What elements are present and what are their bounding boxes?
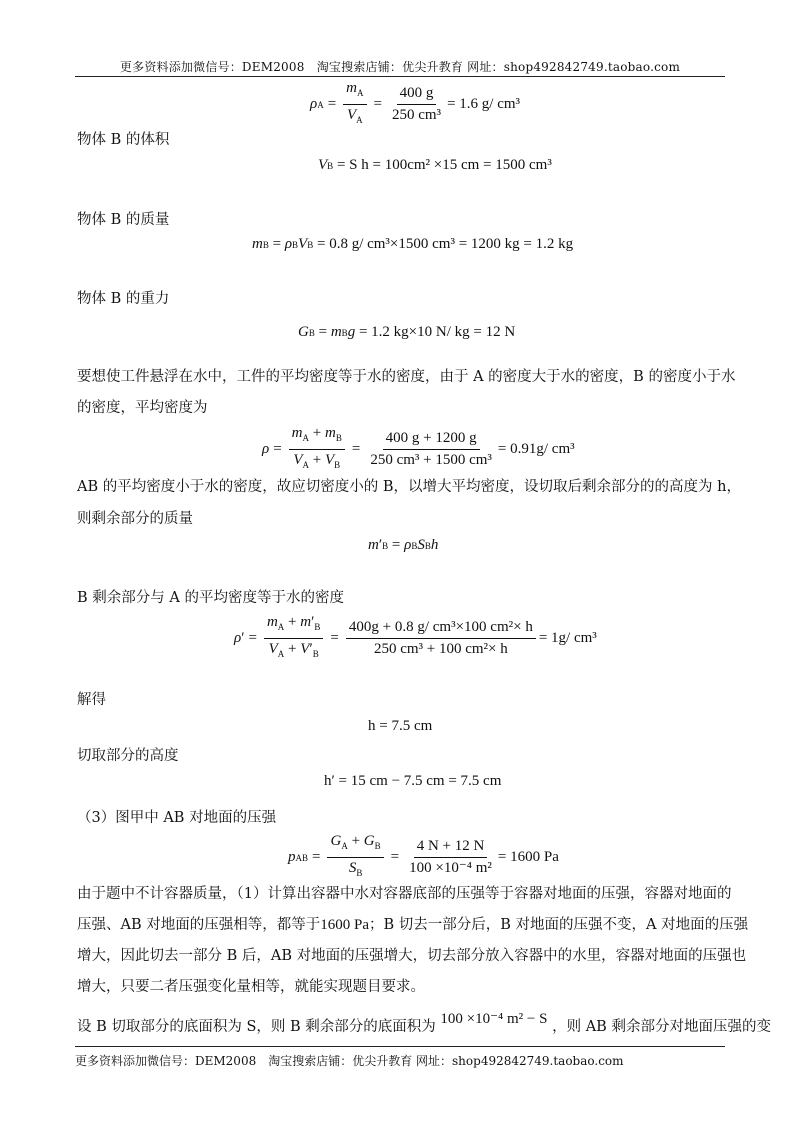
paragraph-area-s: 设 B 切取部分的底面积为 S，则 B 剩余部分的底面积为 100 ×10⁻⁴ m² − S ，则 AB 剩余部分对地面压强的变 [77, 1011, 771, 1035]
equation-average-density: ρ = $\frac{m_A + m_B}{V_A + V_B}$ = $\frac{400 g + 1200 g}{\text{250 cm³ + 1500 cm³}}$ = 0.91g/ cm³ [262, 425, 575, 470]
paragraph-cut-2: 则剩余部分的质量 [77, 511, 193, 527]
paragraph-suspend-2: 的密度，平均密度为 [77, 400, 208, 416]
label-mass-b: 物体 B 的质量 [77, 212, 170, 228]
paragraph-pressure-4: 增大，只要二者压强变化量相等，就能实现题目要求。 [77, 979, 425, 995]
equation-rho-prime: ρ ′ = $\frac{m_A + m'_B}{V_A + V'_B}$ = $\frac{\text{400g + 0.8 g/ cm³×100 cm²× h}}{\text{250 cm³ + 100 cm²× h}}$ = 1g/ cm³ [234, 614, 597, 659]
paragraph-pressure-3: 增大，因此切去一部分 B 后，AB 对地面的压强增大，切去部分放入容器中的水里，容器对地面的压强也 [77, 948, 747, 964]
paragraph-cut-1: AB 的平均密度小于水的密度，故应切密度小的 B，以增大平均密度，设切取后剩余部分的的高度为 h， [77, 479, 741, 495]
label-part-3: （3）图甲中 AB 对地面的压强 [77, 810, 277, 826]
label-cut-height: 切取部分的高度 [77, 748, 179, 764]
label-remaining-density: B 剩余部分与 A 的平均密度等于水的密度 [77, 590, 344, 606]
header-rule [75, 76, 725, 77]
paragraph-pressure-2: 压强、AB 对地面的压强相等，都等于1600 Pa；B 切去一部分后，B 对地面的压强不变，A 对地面的压强 [77, 917, 749, 933]
equation-pressure-ab: p AB = $\frac{G_A + G_B}{S_B}$ = $\frac{4 N + 12 N}{\text{100 ×10⁻⁴ m²}}$ = 1600 Pa [288, 833, 559, 878]
equation-h-prime: h′ = 15 cm − 7.5 cm = 7.5 cm [324, 773, 502, 789]
equation-volume-b: V B = S h = 100cm² ×15 cm = 1500 cm³ [318, 157, 552, 173]
equation-remaining-mass: m ′ B = ρ B S B h [368, 537, 439, 553]
label-solve: 解得 [77, 692, 106, 708]
equation-weight-b: G B = m B g = 1.2 kg×10 N/ kg = 12 N [298, 324, 516, 340]
equation-h: h = 7.5 cm [368, 718, 433, 734]
footer-rule [75, 1046, 725, 1047]
label-volume-b: 物体 B 的体积 [77, 132, 170, 148]
paragraph-pressure-1: 由于题中不计容器质量，（1）计算出容器中水对容器底部的压强等于容器对地面的压强，容器对地面的 [77, 886, 732, 902]
paragraph-suspend-1: 要想使工件悬浮在水中，工件的平均密度等于水的密度，由于 A 的密度大于水的密度，B 的密度小于水 [77, 369, 736, 385]
page-footer: 更多资料添加微信号：DEM2008 淘宝搜索店铺：优尖升教育 网址：shop492842749.taobao.com [75, 1054, 624, 1068]
equation-mass-b: m B = ρ B V B = 0.8 g/ cm³×1500 cm³ = 1200 kg = 1.2 kg [252, 236, 574, 252]
page-header: 更多资料添加微信号：DEM2008 淘宝搜索店铺：优尖升教育 网址：shop492842749.taobao.com [119, 60, 681, 74]
equation-rho-a: ρ A = $\frac{m_A}{V_A}$ = $\frac{400 g}{\text{250 cm³}}$ = 1.6 g/ cm³ [310, 80, 521, 125]
label-weight-b: 物体 B 的重力 [77, 291, 170, 307]
